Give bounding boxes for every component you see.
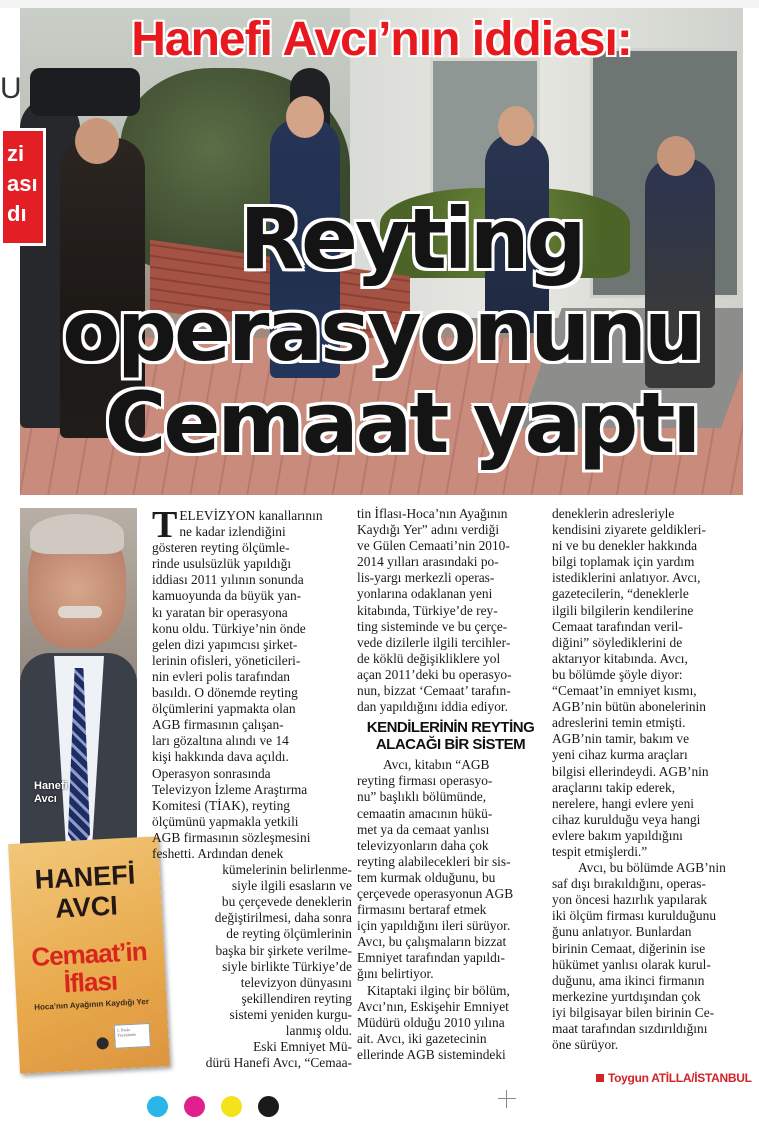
text-line: AGB firmasının çalışan-: [152, 717, 284, 733]
text-line: Avcı, kitabın “AGB: [383, 757, 490, 773]
text-line: lanmış oldu.: [285, 1023, 352, 1038]
photo-head: [75, 118, 119, 164]
book-title: [13, 936, 166, 1000]
text-line: ait. Avcı, iki gazetecinin: [357, 1030, 487, 1046]
main-headline: [20, 190, 743, 472]
headline-kicker: Hanefi Avcı’nın iddiası:: [131, 13, 632, 66]
text-line: kitabında, Türkiye’de rey-: [357, 602, 498, 618]
cyan-dot: [147, 1096, 168, 1117]
article-subheading: [357, 719, 544, 753]
text-line: açan 2011’deki bu operasyo-: [357, 666, 512, 682]
text-line: konu oldu. Türkiye’nin önde: [152, 620, 306, 636]
text-line: saf dışı bırakıldığını, operas-: [552, 876, 706, 892]
text-line: yonlarına odaklanan yeni: [357, 586, 493, 602]
registration-cross-icon: [498, 1090, 516, 1108]
text-line: AGB’nin tamir, bakım ve: [552, 731, 690, 747]
text-line: Emniyet tarafından yapıldı-: [357, 950, 505, 966]
portrait-mustache: [58, 606, 102, 618]
text-line: birinin Cemaat, diğerinin ise: [552, 940, 706, 956]
text-line: sistemi yeniden kurgu-: [229, 1006, 352, 1022]
book-edition-stamp: 1. Baskı Yayımlandı: [114, 1023, 151, 1049]
text-line: bilgi toplamak için yardım: [552, 554, 695, 570]
portrait-caption: [34, 780, 68, 806]
text-line: kişi hakkında dava açıldı.: [152, 749, 289, 765]
text-line: nu” başlıklı bölümünde,: [357, 789, 487, 805]
text-line: bu çerçevede deneklerin: [221, 894, 352, 910]
text-line: kı yaratan bir operasyona: [152, 604, 288, 620]
tab-fragment: dı: [7, 201, 27, 226]
text-line: 2014 yılları arasındaki po-: [357, 554, 499, 570]
text-line: tin İflası-Hoca’nın Ayağının: [357, 506, 508, 521]
adjacent-page-fragment: U: [0, 72, 22, 105]
byline-square-icon: [596, 1074, 604, 1082]
text-line: ve Gülen Cemaati’nin 2010-: [357, 538, 510, 554]
text-line: rinde usulsüzlük yapıldığı: [152, 556, 292, 572]
text-line: dan yapıldığını iddia ediyor.: [357, 699, 508, 715]
text-line: reyting alabilecekleri bir sis-: [357, 853, 511, 869]
text-line: iki ölçüm firması kurulduğunu: [552, 908, 717, 924]
text-line: ğını belirtiyor.: [357, 966, 434, 982]
text-line: televizyonların daha çok: [357, 837, 489, 853]
subheading-line: KENDİLERİNİN REYTİNG: [366, 719, 535, 737]
text-line: hükümet yanlısı olarak kurul-: [552, 956, 711, 972]
byline-text: Toygun ATİLLA/İSTANBUL: [608, 1071, 752, 1085]
print-color-marks: [147, 1096, 291, 1122]
text-line: merkezine yurtdışından çok: [552, 988, 701, 1004]
text-line: kendisini ziyarete geldikleri-: [552, 522, 706, 538]
text-line: nun, bizzat ‘Cemaat’ tarafın-: [357, 683, 511, 699]
book-title-line: İflası: [63, 965, 118, 999]
book-cover: [8, 836, 170, 1074]
text-line: duğunu, ama ikinci firmanın: [552, 972, 705, 988]
text-line: araçlarını takip ederek,: [552, 779, 676, 795]
article-byline: [596, 1071, 752, 1085]
text-line: nerelere, hangi evlere yeni: [552, 795, 695, 811]
text-line: ilgili bilgilerin kendilerine: [552, 602, 694, 618]
text-line: nin evleri polis tarafından: [152, 668, 290, 684]
text-line: siyle ilgili esasların ve: [231, 878, 352, 894]
magenta-dot: [184, 1096, 205, 1117]
text-line: de köklü değişikliklere yol: [357, 650, 501, 666]
text-line: Kitaptaki ilginç bir bölüm,: [367, 982, 510, 998]
photo-video-camera: [30, 68, 140, 116]
headline-line: operasyonunu: [62, 282, 701, 380]
text-line: lis-yargı merkezli operas-: [357, 570, 495, 586]
text-line: reyting firması operasyo-: [357, 773, 493, 789]
text-line: ları gözaltına alındı ve 14: [152, 733, 289, 749]
text-line: basıldı. O dönemde reyting: [152, 685, 298, 701]
text-line: dürü Hanefi Avcı, “Cemaa-: [205, 1055, 352, 1071]
portrait-photo: [20, 508, 137, 853]
publisher-logo-icon: [96, 1037, 109, 1050]
black-dot: [258, 1096, 279, 1117]
text-line: ğunu anlatıyor. Bunlardan: [552, 924, 692, 940]
text-line: ELEVİZYON kanallarının: [179, 508, 323, 523]
text-line: Avcı’nın, Eskişehir Emniyet: [357, 998, 509, 1014]
text-line: Komitesi (TİAK), reyting: [152, 797, 290, 813]
drop-cap: T: [152, 504, 178, 546]
text-line: ni ve bu denekler hakkında: [552, 538, 698, 554]
photo-head: [498, 106, 534, 146]
caption-line: Hanefi: [34, 780, 68, 792]
text-line: bu bölümde şöyle diyor:: [552, 666, 683, 682]
page-top-edge: [0, 0, 759, 8]
hero-photo: [20, 8, 743, 495]
book-author-line: HANEFİ: [33, 859, 136, 895]
tab-fragment: zi: [7, 141, 25, 166]
book-author: [9, 858, 162, 926]
text-line: televizyon dünyasını: [240, 974, 352, 990]
text-line: Eski Emniyet Mü-: [253, 1039, 352, 1055]
text-line: diğini” söylediklerini de: [552, 634, 683, 650]
text-line: feshetti. Ardından denek: [152, 845, 284, 861]
text-line: kümelerinin belirlenme-: [222, 862, 352, 878]
text-line: ölçümünü yapmakla yetkili: [152, 813, 299, 829]
text-line: iddiası 2011 yılının sonunda: [152, 572, 304, 588]
text-line: Avcı, bu bölümde AGB’nin: [578, 860, 726, 876]
book-title-line: Cemaat’in: [30, 936, 148, 972]
text-line: istediklerini anlatıyor. Avcı,: [552, 570, 701, 586]
text-line: siyle birlikte Türkiye’de: [222, 958, 352, 974]
text-line: firmasını bertaraf etmek: [357, 902, 487, 918]
text-line: “Cemaat’in emniyet kısmı,: [552, 683, 697, 699]
text-line: ölçümlerini yapmakta olan: [152, 701, 296, 717]
text-line: Avcı, bu çalışmaların bizzat: [357, 934, 507, 950]
article-column-2: [357, 506, 544, 1063]
text-line: AGB firmasının sözleşmesini: [152, 829, 311, 845]
text-line: cihaz kurulduğu veya hangi: [552, 811, 701, 827]
portrait-hair: [30, 514, 124, 554]
text-line: AGB’nin bütün abonelerinin: [552, 699, 706, 715]
photo-head: [286, 96, 324, 138]
text-line: lerinin ofisleri, yöneticileri-: [152, 652, 301, 668]
text-line: maat tarafından sızdırıldığını: [552, 1021, 708, 1036]
adjacent-page-red-tab: [0, 128, 46, 246]
text-line: şekillendiren reyting: [241, 990, 352, 1006]
text-line: bilgisi ellerindeydi. AGB’nin: [552, 763, 709, 779]
text-line: gelen dizi yapımcısı şirket-: [152, 636, 298, 652]
lead-lines: [152, 504, 352, 546]
text-line: değiştirilmesi, daha sonra: [214, 910, 352, 926]
text-line: için yapıldığını ileri sürüyor.: [357, 918, 511, 934]
book-subtitle: Hoca’nın Ayağının Kaydığı Yer: [34, 996, 150, 1012]
text-line: ting sisteminde ve bu çerçe-: [357, 618, 508, 634]
text-line: evlere bakım yapıldığını: [552, 827, 683, 843]
yellow-dot: [221, 1096, 242, 1117]
subheading-line: ALACAĞI BİR SİSTEM: [375, 736, 526, 754]
text-line: Kaydığı Yer” adını verdiği: [357, 522, 500, 538]
article-column-3: [552, 506, 742, 1053]
text-line: met ya da cemaat yanlısı: [357, 821, 490, 837]
text-line: başka bir şirkete verilme-: [215, 942, 352, 958]
tab-fragment: ası: [7, 171, 38, 196]
caption-line: Avcı: [34, 793, 57, 805]
text-line: yon öncesi hazırlık yapılarak: [552, 892, 708, 908]
text-line: kamuoyunda da büyük yan-: [152, 588, 302, 604]
text-line: iyi bilgisayar bilen birinin Ce-: [552, 1004, 715, 1020]
text-line: Müdürü olduğu 2010 yılına: [357, 1014, 505, 1030]
text-line: cemaatin amacının hükü-: [357, 805, 493, 821]
photo-head: [657, 136, 695, 176]
text-line: aktarıyor kitabında. Avcı,: [552, 650, 688, 666]
text-line: tespit etmişlerdi.”: [552, 843, 648, 859]
book-author-line: AVCI: [54, 890, 119, 924]
text-line: ne kadar izlendiğini: [179, 524, 286, 540]
text-line: öne sürüyor.: [552, 1037, 619, 1053]
article-column-1: [152, 504, 352, 1071]
text-line: adreslerini temin etmişti.: [552, 715, 686, 731]
text-line: gösteren reyting ölçümle-: [152, 540, 290, 556]
text-line: de reyting ölçümlerinin: [226, 926, 352, 942]
text-line: Cemaat tarafından veril-: [552, 618, 683, 634]
text-line: deneklerin adresleriyle: [552, 506, 675, 521]
headline-line: Reyting: [239, 190, 584, 288]
text-line: Operasyon sonrasında: [152, 765, 271, 781]
text-line: çerçevede operasyonun AGB: [357, 885, 514, 901]
text-line: yeni cihaz kurma araçları: [552, 747, 688, 763]
text-line: vede dizilerle ilgili tercihler-: [357, 634, 511, 650]
text-line: gazetecilerin, “deneklerle: [552, 586, 689, 602]
text-line: tem kurmak olduğunu, bu: [357, 869, 496, 885]
text-line: Televizyon İzleme Araştırma: [152, 781, 308, 797]
text-line: ellerinde AGB sistemindeki: [357, 1046, 506, 1062]
headline-line: Cemaat yaptı: [104, 374, 699, 472]
